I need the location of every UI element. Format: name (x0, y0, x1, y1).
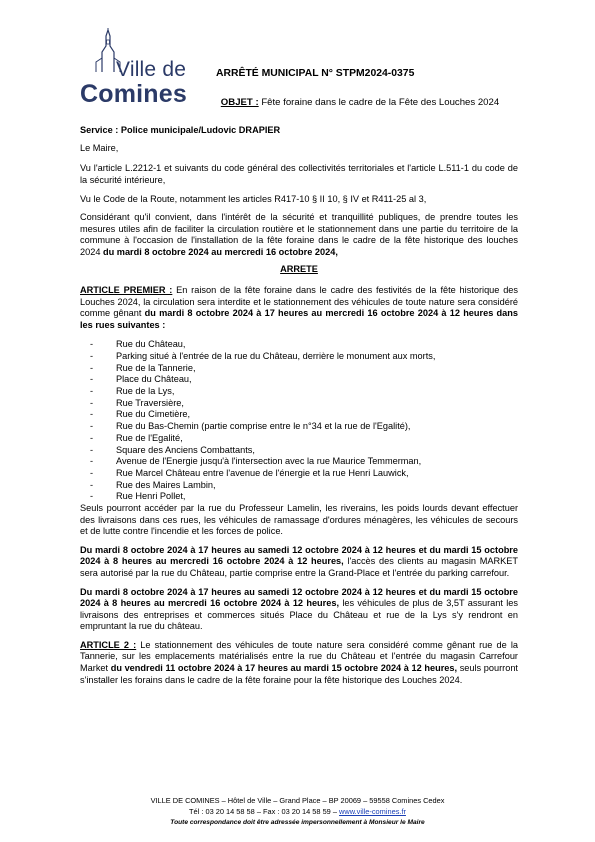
street-name: Rue de l'Egalité, (116, 432, 183, 443)
decree-body (80, 125, 518, 686)
considerant-dates: du mardi 8 octobre 2024 au mercredi 16 octobre 2024, (103, 246, 338, 257)
article-2-text: Le stationnement des véhicules de toute nature sera considéré comme gênant rue de la Tannerie, sur les emplacements matérialisés entre la rue du Château et l'entrée du magasin Carrefour Market (80, 639, 518, 674)
footer-contact (0, 806, 595, 817)
street-list-item (80, 456, 518, 468)
street-list-item (80, 409, 518, 421)
street-list (80, 339, 518, 503)
list-dash: - (90, 467, 94, 478)
list-dash: - (90, 456, 94, 467)
street-list-item (80, 339, 518, 351)
list-dash: - (90, 421, 94, 432)
decree-subject (210, 97, 510, 109)
service-line: Service : Police municipale/Ludovic DRAPIER (80, 125, 281, 135)
street-name: Rue de la Lys, (116, 386, 175, 397)
street-list-item (80, 480, 518, 492)
footer-phone-fax: Tél : 03 20 14 58 58 – Fax : 03 20 14 58 59 – (189, 807, 340, 816)
list-dash: - (90, 374, 94, 385)
street-list-item (80, 445, 518, 457)
decree-title: ARRÊTÉ MUNICIPAL N° STPM2024-0375 (216, 68, 415, 79)
list-dash: - (90, 479, 94, 490)
deliveries-dates: Du mardi 8 octobre 2024 à 17 heures au samedi 12 octobre 2024 à 12 heures et du mardi 15 octobre 2024 à 8 heures au mercredi 16 octobre 2024 à 12 heures, (80, 586, 518, 609)
list-dash: - (90, 351, 94, 361)
article-1-dates: du mardi 8 octobre 2024 à 17 heures au mercredi 16 octobre 2024 à 12 heures (144, 308, 494, 319)
vu-paragraph-1: Vu l'article L.2212-1 et suivants du code général des collectivités territoriales et l'article L.511-1 du code de la sécurité intérieure, (80, 163, 518, 185)
considerant-paragraph (80, 212, 518, 258)
street-name: Square des Anciens Combattants, (116, 444, 255, 455)
list-dash: - (90, 444, 94, 455)
street-name: Rue des Maires Lambin, (116, 479, 216, 490)
article-2-label: ARTICLE 2 : (80, 639, 137, 650)
street-list-item (80, 421, 518, 433)
street-list-item (80, 491, 518, 503)
street-name: Place du Château, (116, 374, 192, 385)
list-dash: - (90, 386, 94, 397)
market-access-paragraph (80, 545, 518, 580)
subject-label: OBJET : (220, 97, 259, 108)
article-2-after: seuls pourront s'installer les forains dans le cadre de la fête foraine pour la fête historique des Louches 2024. (80, 663, 518, 685)
list-dash: - (90, 397, 94, 408)
article-1-after: dans les rues suivantes : (80, 308, 518, 330)
footer-notice: Toute correspondance doit être adressée impersonnellement à Monsieur le Maire (170, 819, 425, 826)
vu-paragraph-2: Vu le Code de la Route, notamment les articles R417-10 § II 10, § IV et R411-25 al 3, (80, 194, 427, 205)
market-access-dates: Du mardi 8 octobre 2024 à 17 heures au samedi 12 octobre 2024 à 12 heures et du mardi 15 octobre 2024 à 8 heures au mercredi 16 octobre 2024 à 12 heures, (80, 544, 518, 567)
access-paragraph: Seuls pourront accéder par la rue du Professeur Lamelin, les riverains, les poids lourds devant effectuer des livraisons dans ces rues, les véhicules de ramassage d'ordures ménagères, les véhicules de secours et de lutte contre l'incendie et les forces de police. (80, 502, 518, 537)
street-name: Rue du Bas-Chemin (partie comprise entre le n°34 et la rue de l'Egalité), (116, 421, 411, 432)
considerant-text: Considérant qu'il convient, dans l'intérêt de la sécurité et tranquillité publiques, de prendre toutes les mesures utiles afin de faciliter la circulation routière et le stationnement dans une partie du territoire de la commune à l'occasion de l'installation de la fête foraine dans le cadre de la fête historique des louches 2024 (80, 211, 518, 257)
city-logo (80, 28, 198, 110)
street-list-item (80, 351, 518, 363)
street-name: Rue du Cimetière, (116, 409, 191, 420)
article-1-text: En raison de la fête foraine dans le cadre des festivités de la fête historique des Louches 2024, la circulation sera interdite et le stationnement des véhicules de toute nature sera considéré comme gênant (80, 284, 519, 319)
list-dash: - (90, 491, 94, 502)
street-list-item (80, 398, 518, 410)
street-list-item (80, 363, 518, 375)
article-1-label: ARTICLE PREMIER : (80, 284, 173, 295)
list-dash: - (90, 432, 94, 443)
street-name: Rue Traversière, (116, 397, 184, 408)
street-name: Rue de la Tannerie, (116, 362, 196, 373)
logo-text-ville: Ville de (116, 58, 187, 81)
street-list-item (80, 433, 518, 445)
deliveries-text: les véhicules de plus de 3,5T assurant les livraisons des entreprises et commerces situés Place du Château et rue de la Lys s'y rendront en empruntant la rue du château. (80, 598, 518, 632)
subject-text: Fête foraine dans le cadre de la Fête des Louches 2024 (258, 97, 500, 108)
street-list-item (80, 386, 518, 398)
list-dash: - (90, 409, 94, 420)
list-dash: - (90, 362, 94, 373)
website-link[interactable]: www.ville-comines.fr (339, 807, 406, 816)
arrete-heading: ARRETE (280, 264, 318, 275)
article-1 (80, 285, 518, 331)
street-list-item (80, 468, 518, 480)
article-2-dates: du vendredi 11 octobre 2024 à 17 heures au mardi 15 octobre 2024 à 12 heures, (110, 663, 458, 674)
article-2 (80, 640, 518, 686)
page-footer (0, 795, 595, 828)
list-dash: - (90, 339, 94, 350)
logo-text-comines: Comines (80, 80, 187, 108)
street-name: Avenue de l'Energie jusqu'à l'intersection avec la rue Maurice Temmerman, (116, 456, 422, 467)
market-access-text: l'accès des clients au magasin MARKET sera autorisé par la rue du Château, partie comprise entre la Grand-Place et l'entrée du parking carrefour. (80, 556, 519, 578)
street-name: Rue Marcel Château entre l'avenue de l'énergie et la rue Henri Lauwick, (116, 467, 409, 478)
street-name: Parking situé à l'entrée de la rue du Château, derrière le monument aux morts, (116, 351, 436, 361)
le-maire: Le Maire, (80, 142, 119, 153)
street-name: Rue du Château, (116, 339, 186, 350)
footer-address: VILLE DE COMINES – Hôtel de Ville – Grand Place – BP 20069 – 59558 Comines Cedex (150, 796, 445, 805)
deliveries-paragraph (80, 587, 518, 633)
street-list-item (80, 374, 518, 386)
street-name: Rue Henri Pollet, (116, 491, 186, 502)
